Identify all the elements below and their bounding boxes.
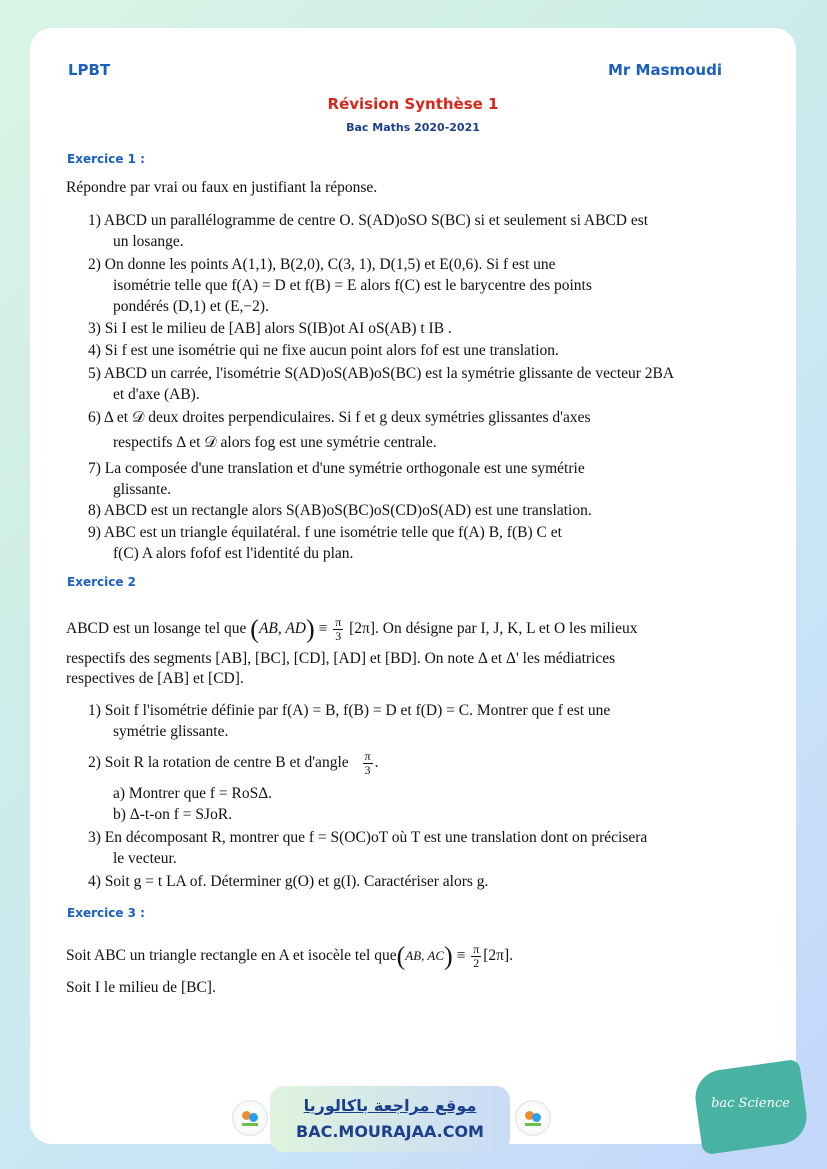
ex1-item-6: 6) Δ et 𝒟 deux droites perpendiculaires. Si f et g deux symétries glissantes d'axes bbox=[88, 409, 591, 426]
ex2-q2a: a) Montrer que f = RoSΔ. bbox=[113, 785, 273, 802]
ex3-fraction bbox=[471, 943, 481, 970]
ex3-line-1 bbox=[66, 943, 513, 970]
ex3-frac-num: π bbox=[473, 942, 480, 956]
ex1-item-5-cont: et d'axe (AB). bbox=[113, 386, 200, 403]
ex2-q3: 3) En décomposant R, montrer que f = S(OC)oT où T est une translation dont on précisera bbox=[88, 829, 648, 846]
exercise-1-intro: Répondre par vrai ou faux en justifiant la réponse. bbox=[66, 179, 378, 196]
open-paren: ( bbox=[250, 614, 259, 644]
bac-science-badge bbox=[692, 1059, 810, 1155]
ex1-item-4: 4) Si f est une isométrie qui ne fixe aucun point alors fof est une translation. bbox=[88, 342, 559, 359]
ex2-q2-den: 3 bbox=[364, 763, 371, 777]
ex2-q2-text: 2) Soit R la rotation de centre B et d'angle bbox=[88, 754, 349, 772]
ex3-equiv: ≡ bbox=[456, 947, 466, 965]
teacher-name: Mr Masmoudi bbox=[607, 61, 722, 79]
ex2-q3-cont: le vecteur. bbox=[113, 850, 177, 867]
ex1-item-2-cont: isométrie telle que f(A) = D et f(B) = E alors f(C) est le barycentre des points bbox=[113, 277, 592, 294]
ex2-modulo: [2π]. On désigne par I, J, K, L et O les milieux bbox=[349, 620, 638, 638]
exercise-1-heading: Exercice 1 : bbox=[67, 152, 145, 166]
ex2-intro-line-2: respectifs des segments [AB], [BC], [CD], [AD] et [BD]. On note Δ et Δ' les médiatrices bbox=[66, 650, 616, 667]
ex3-angle: AB, AC bbox=[405, 948, 445, 964]
document-title: Révision Synthèse 1 bbox=[327, 95, 499, 113]
document-subtitle: Bac Maths 2020-2021 bbox=[346, 121, 480, 134]
footer-arabic-title: موقع مراجعة باكالوريا bbox=[303, 1096, 477, 1115]
ex1-item-7: 7) La composée d'une translation et d'une symétrie orthogonale est une symétrie bbox=[88, 460, 585, 477]
ex1-item-7-cont: glissante. bbox=[113, 481, 172, 498]
ex2-angle: AB, AD bbox=[258, 620, 307, 638]
ex2-equiv: ≡ bbox=[318, 620, 328, 638]
ex1-item-3: 3) Si I est le milieu de [AB] alors S(IB)ot AI oS(AB) t IB . bbox=[88, 320, 452, 337]
ex2-q1-cont: symétrie glissante. bbox=[113, 723, 229, 740]
ex1-item-9: 9) ABC est un triangle équilatéral. f une isométrie telle que f(A) B, f(B) C et bbox=[88, 524, 562, 541]
ex3-frac-den: 2 bbox=[473, 956, 480, 970]
ex1-item-1: 1) ABCD un parallélogramme de centre O. S(AD)oSO S(BC) si et seulement si ABCD est bbox=[88, 212, 649, 229]
ex2-q2-fraction bbox=[363, 750, 373, 777]
ex3-modulo: [2π]. bbox=[483, 947, 514, 965]
document-page bbox=[30, 28, 796, 1144]
ex2-q4: 4) Soit g = t LA of. Déterminer g(O) et g(I). Caractériser alors g. bbox=[88, 873, 489, 890]
ex2-q2b: b) Δ-t-on f = SJoR. bbox=[113, 806, 233, 823]
ex2-frac-num: π bbox=[335, 615, 342, 629]
ex1-item-1-cont: un losange. bbox=[113, 233, 184, 250]
site-logo-left bbox=[232, 1100, 268, 1136]
badge-text: bac Science bbox=[711, 1096, 790, 1112]
exercise-3-heading: Exercice 3 : bbox=[67, 906, 145, 920]
close-paren: ) bbox=[306, 614, 315, 644]
site-logo-right bbox=[515, 1100, 551, 1136]
footer-url-link[interactable]: BAC.MOURAJAA.COM bbox=[296, 1122, 484, 1141]
ex2-intro-text: ABCD est un losange tel que bbox=[66, 620, 247, 638]
school-name: LPBT bbox=[68, 61, 111, 79]
ex2-q2-end: . bbox=[374, 754, 379, 772]
exercise-2-heading: Exercice 2 bbox=[67, 575, 136, 589]
ex1-item-6-cont: respectifs Δ et 𝒟 alors fog est une symétrie centrale. bbox=[113, 434, 437, 451]
ex2-q2 bbox=[88, 750, 378, 777]
ex2-q2-num: π bbox=[364, 749, 371, 763]
ex2-fraction bbox=[333, 616, 343, 643]
ex3-line-2: Soit I le milieu de [BC]. bbox=[66, 979, 216, 996]
ex1-item-2: 2) On donne les points A(1,1), B(2,0), C(3, 1), D(1,5) et E(0,6). Si f est une bbox=[88, 256, 556, 273]
ex1-item-2-cont2: pondérés (D,1) et (E,−2). bbox=[113, 298, 269, 315]
ex2-intro-line-3: respectives de [AB] et [CD]. bbox=[66, 670, 244, 687]
ex3-open-paren: ( bbox=[396, 941, 406, 971]
ex1-item-8: 8) ABCD est un rectangle alors S(AB)oS(BC)oS(CD)oS(AD) est une translation. bbox=[88, 502, 592, 519]
ex2-q1: 1) Soit f l'isométrie définie par f(A) = B, f(B) = D et f(D) = C. Montrer que f est une bbox=[88, 702, 611, 719]
ex1-item-5: 5) ABCD un carrée, l'isométrie S(AD)oS(AB)oS(BC) est la symétrie glissante de vecteur 2BA bbox=[88, 365, 675, 382]
ex1-item-9-cont: f(C) A alors fofof est l'identité du plan. bbox=[113, 545, 354, 562]
ex3-text: Soit ABC un triangle rectangle en A et isocèle tel que bbox=[66, 947, 397, 965]
footer-site-banner[interactable] bbox=[270, 1086, 510, 1152]
ex3-close-paren: ) bbox=[444, 941, 453, 971]
ex2-frac-den: 3 bbox=[335, 629, 342, 643]
ex2-intro-line-1 bbox=[66, 616, 637, 643]
